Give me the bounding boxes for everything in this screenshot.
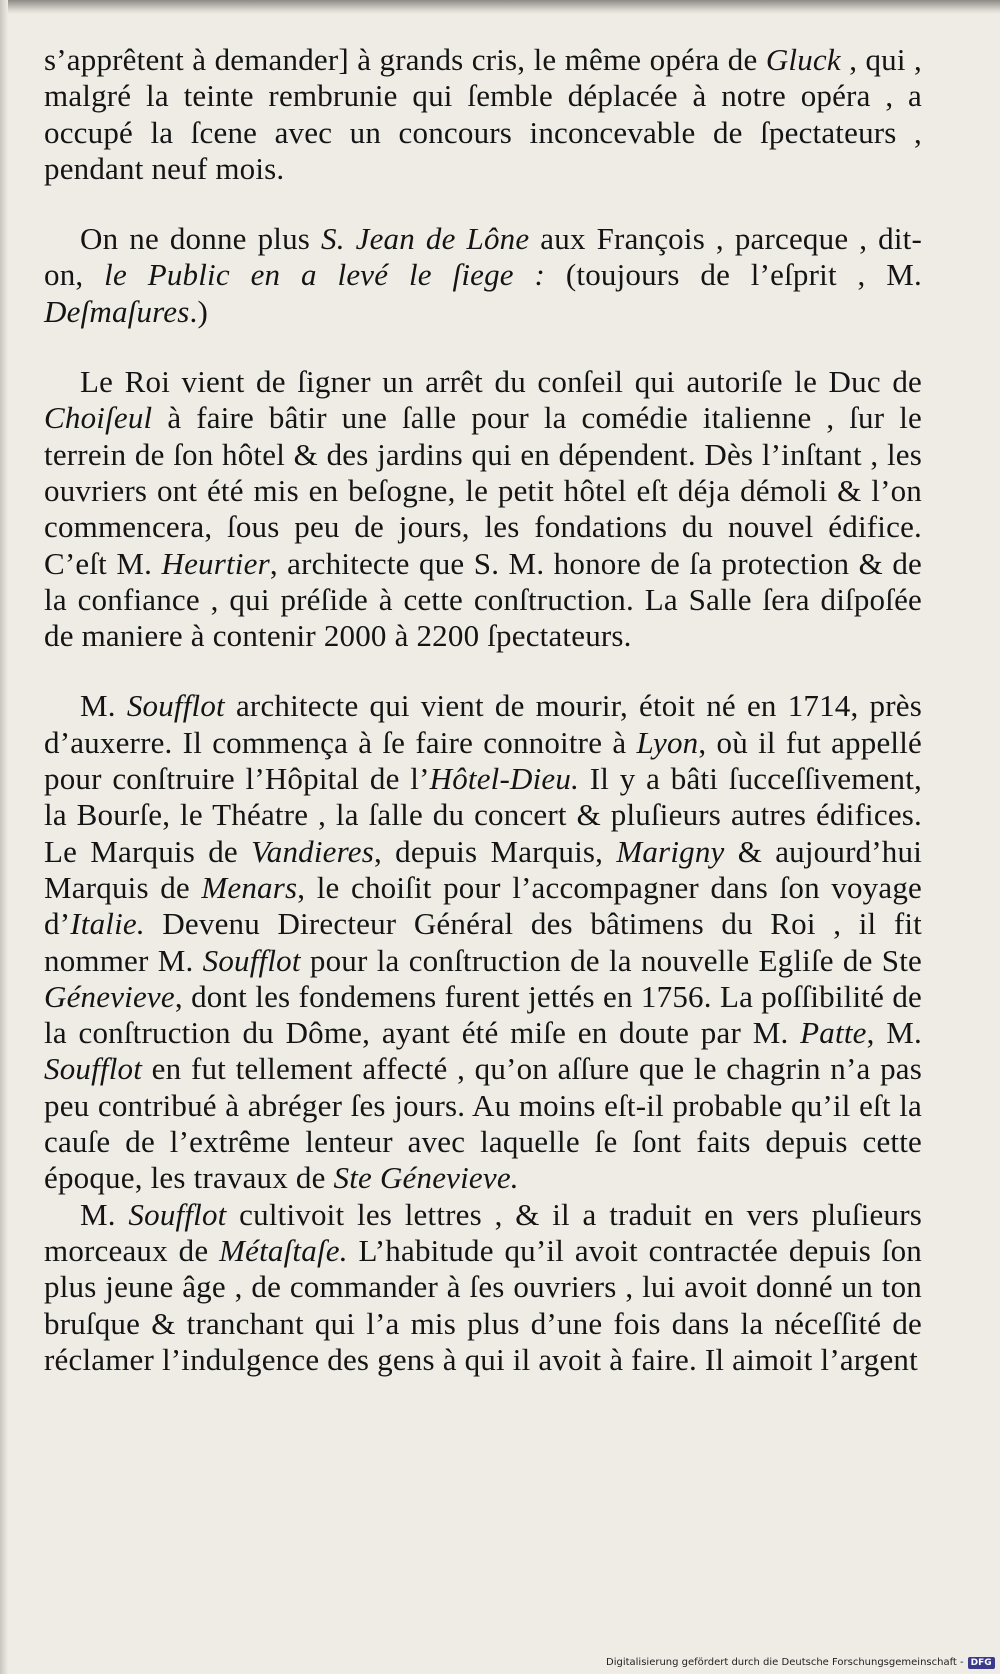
text-run: , M. <box>866 1015 922 1051</box>
italic-run: Gluck <box>765 42 841 77</box>
italic-run: Vandieres <box>251 833 374 869</box>
dfg-logo: DFG <box>968 1657 995 1669</box>
text-run: , dont les fondemens furent jettés en 1756. La poſſibilité de la conſtruction du Dôme, ayant été miſe en doute par M. <box>44 978 922 1051</box>
italic-run: Menars <box>201 869 298 905</box>
text-run: s’apprêtent à demander] à grands cris, le même opéra de <box>44 42 766 77</box>
italic-run: Hôtel-Dieu. <box>429 761 580 797</box>
book-page-text <box>44 42 922 1378</box>
italic-run: Patte <box>800 1015 867 1051</box>
text-run: , où il fut appellé pour conſtruire l’Hôpital de l’ <box>44 724 922 797</box>
text-run: M. <box>80 688 127 724</box>
italic-run: Soufflot <box>202 942 301 978</box>
text-run: aux François , parceque , dit-on, <box>44 221 922 293</box>
italic-run: Génevieve <box>44 978 175 1014</box>
italic-run: Choiſeul <box>44 400 153 436</box>
text-run: pour la conſtruction de la nouvelle Egliſe de Ste <box>300 942 922 978</box>
scan-edge-left <box>0 0 8 1674</box>
footer-credit-text: Digitalisierung gefördert durch die Deutsche Forschungsgemeinschaft - <box>606 1657 964 1668</box>
text-run: en fut tellement affecté , qu’on aſſure que le chagrin n’a pas peu contribué à abréger ſes jours. Au moins eſt-il probable qu’il eſt la cauſe de l’extrême lenteur avec laquelle ſe ſont faits depuis cette époque, les travaux de <box>44 1051 922 1196</box>
italic-run: le Public en a levé le ſiege : <box>104 257 546 293</box>
text-run: cultivoit les lettres , & il a traduit en vers pluſieurs morceaux de <box>44 1196 923 1268</box>
paragraph-gluck-opera <box>44 42 922 187</box>
paragraph-comedie-italienne <box>44 364 922 654</box>
paragraph-jean-de-lone <box>44 221 922 330</box>
text-run: .) <box>189 293 208 329</box>
scan-edge-shadow <box>0 0 1000 14</box>
paragraph-soufflot-biography <box>44 688 922 1196</box>
text-run: M. <box>80 1196 129 1232</box>
text-run: & aujourd’hui Marquis de <box>44 833 923 905</box>
text-run: , qui , malgré la teinte rembrunie qui ſemble déplacée à notre opéra , a occupé la ſcene avec un concours inconcevable de ſpectateurs , pendant neuf mois. <box>44 42 922 186</box>
italic-run: Italie. <box>70 906 145 942</box>
digitization-credit <box>606 1657 995 1669</box>
italic-run: Marigny <box>616 833 725 869</box>
text-run: architecte qui vient de mourir, étoit né en 1714, près d’auxerre. Il commença à ſe faire connoitre à <box>44 688 922 760</box>
text-run: On ne donne plus <box>80 221 322 257</box>
paragraph-soufflot-character <box>44 1197 922 1378</box>
italic-run: Soufflot <box>128 1196 227 1232</box>
text-run: (toujours de l’eſprit , M. <box>545 257 922 293</box>
italic-run: Lyon <box>636 724 699 760</box>
italic-run: Heurtier <box>161 545 270 581</box>
italic-run: S. Jean de Lône <box>321 221 530 257</box>
text-run: L’habitude qu’il avoit contractée depuis ſon plus jeune âge , de commander à ſes ouvriers , lui avoit donné un ton bruſque & tranchant qui l’a mis plus d’une fois dans la néceſſité de réclamer l’indulgence des gens à qui il avoit à faire. Il aimoit l’argent <box>44 1232 922 1377</box>
text-run: à faire bâtir une ſalle pour la comédie italienne , ſur le terrein de ſon hôtel & des jardins qui en dépendent. Dès l’inſtant , les ouvriers ont été mis en beſogne, le petit hôtel eſt déja démoli & l’on commencera, ſous peu de jours, les fondations du nouvel édifice. C’eſt M. <box>44 400 922 581</box>
text-run: Le Roi vient de ſigner un arrêt du conſeil qui autoriſe le Duc de <box>80 364 922 400</box>
text-run: , le choiſit pour l’accompagner dans ſon voyage d’ <box>44 869 922 942</box>
text-run: , architecte que S. M. honore de ſa protection & de la confiance , qui préſide à cette conſtruction. La Salle ſera diſpoſée de maniere à contenir 2000 à 2200 ſpectateurs. <box>44 545 922 654</box>
italic-run: Deſmaſures <box>44 293 190 329</box>
italic-run: Ste Génevieve. <box>333 1160 519 1196</box>
italic-run: Soufflot <box>126 688 225 724</box>
italic-run: Métaſtaſe. <box>219 1232 348 1268</box>
text-run: Devenu Directeur Général des bâtimens du Roi , il fit nommer M. <box>44 906 922 978</box>
italic-run: Soufflot <box>44 1051 143 1087</box>
text-run: , depuis Marquis, <box>373 833 617 869</box>
text-run: Il y a bâti ſucceſſivement, la Bourſe, le Théatre , la ſalle du concert & pluſieurs autres édifices. Le Marquis de <box>44 761 922 869</box>
